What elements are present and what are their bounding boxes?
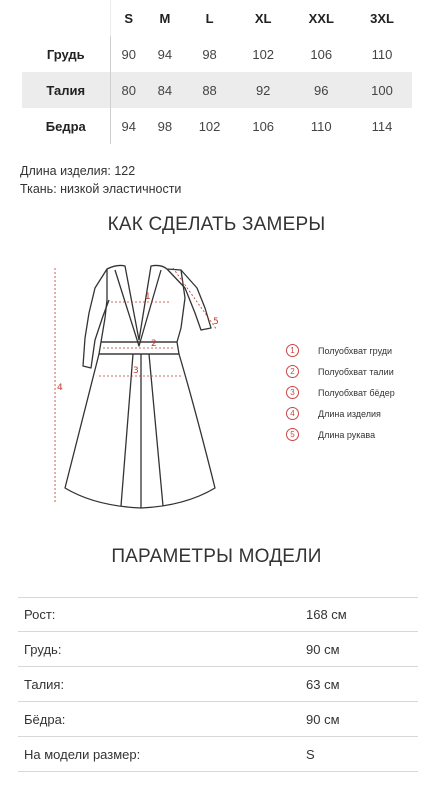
cell: 92 — [255, 82, 271, 98]
legend-item — [286, 424, 395, 445]
param-row — [18, 597, 418, 632]
right-sleeve — [167, 269, 211, 330]
pleat — [149, 354, 163, 506]
legend-number: 4 — [286, 407, 299, 420]
cell: 98 — [202, 46, 217, 62]
size-header: M — [159, 10, 171, 26]
param-label: Грудь: — [24, 641, 62, 657]
row-label: Талия — [22, 72, 110, 108]
sleeve-line — [173, 268, 217, 330]
legend-number: 1 — [286, 344, 299, 357]
row-label: Грудь — [22, 36, 110, 72]
mark-3: 3 — [133, 366, 139, 376]
measure-heading: КАК СДЕЛАТЬ ЗАМЕРЫ — [107, 214, 326, 235]
legend-number: 3 — [286, 386, 299, 399]
fabric-info: Ткань: низкой эластичности — [20, 182, 182, 196]
param-label: На модели размер: — [24, 746, 141, 762]
table-row — [22, 72, 412, 108]
legend-item — [286, 340, 395, 361]
cell: 84 — [157, 82, 173, 98]
cell: 98 — [157, 118, 173, 134]
table-row — [22, 108, 412, 144]
param-row — [18, 632, 418, 667]
size-header: S — [124, 10, 134, 26]
legend-label: Длина изделия — [318, 408, 381, 419]
mark-1: 1 — [145, 292, 151, 302]
param-label: Талия: — [24, 676, 65, 692]
cell: 102 — [198, 118, 221, 134]
cell: 114 — [371, 118, 393, 134]
cell: 90 — [121, 46, 136, 62]
cell: 110 — [310, 118, 332, 134]
size-header: XL — [254, 10, 272, 26]
mark-4: 4 — [57, 383, 63, 393]
corner-cell — [22, 0, 110, 36]
legend-label: Полуобхват бёдер — [318, 387, 395, 398]
cell: 96 — [314, 82, 329, 98]
size-table — [22, 0, 412, 144]
legend-label: Длина рукава — [318, 429, 376, 440]
param-value: 63 см — [306, 676, 340, 692]
param-value: 90 см — [306, 711, 340, 727]
cell: 94 — [121, 118, 136, 134]
param-value: S — [306, 746, 315, 762]
param-row — [18, 667, 418, 702]
legend-item — [286, 403, 395, 424]
cell: 106 — [252, 118, 275, 134]
cell: 100 — [371, 82, 393, 98]
skirt — [65, 354, 215, 508]
param-value: 168 см — [306, 607, 347, 622]
param-row — [18, 702, 418, 737]
legend-number: 2 — [286, 365, 299, 378]
size-header-row — [22, 0, 412, 36]
legend-item — [286, 361, 395, 382]
size-header: L — [205, 10, 214, 26]
size-header: 3XL — [370, 10, 394, 26]
size-header: XXL — [308, 10, 334, 26]
mark-5: 5 — [213, 317, 219, 327]
model-heading: ПАРАМЕТРЫ МОДЕЛИ — [111, 546, 322, 567]
cell: 88 — [202, 82, 217, 98]
legend-label: Полуобхват талии — [318, 366, 394, 377]
param-row — [18, 737, 418, 772]
legend-label: Полуобхват груди — [318, 345, 393, 356]
legend-number: 5 — [286, 428, 299, 441]
model-params-table — [18, 597, 418, 772]
cell: 94 — [157, 46, 173, 62]
dress-diagram — [45, 258, 235, 518]
cell: 110 — [371, 46, 393, 62]
pleat — [121, 354, 133, 506]
cell: 106 — [310, 46, 333, 62]
mark-2: 2 — [151, 339, 157, 349]
product-length: Длина изделия: 122 — [20, 164, 136, 178]
param-label: Рост: — [24, 607, 56, 622]
table-row — [22, 36, 412, 72]
cell: 80 — [121, 82, 136, 98]
row-label: Бедра — [22, 108, 110, 144]
param-label: Бёдра: — [24, 711, 66, 727]
param-value: 90 см — [306, 641, 340, 657]
legend-item — [286, 382, 395, 403]
cell: 102 — [252, 46, 275, 62]
measure-legend — [286, 340, 395, 445]
